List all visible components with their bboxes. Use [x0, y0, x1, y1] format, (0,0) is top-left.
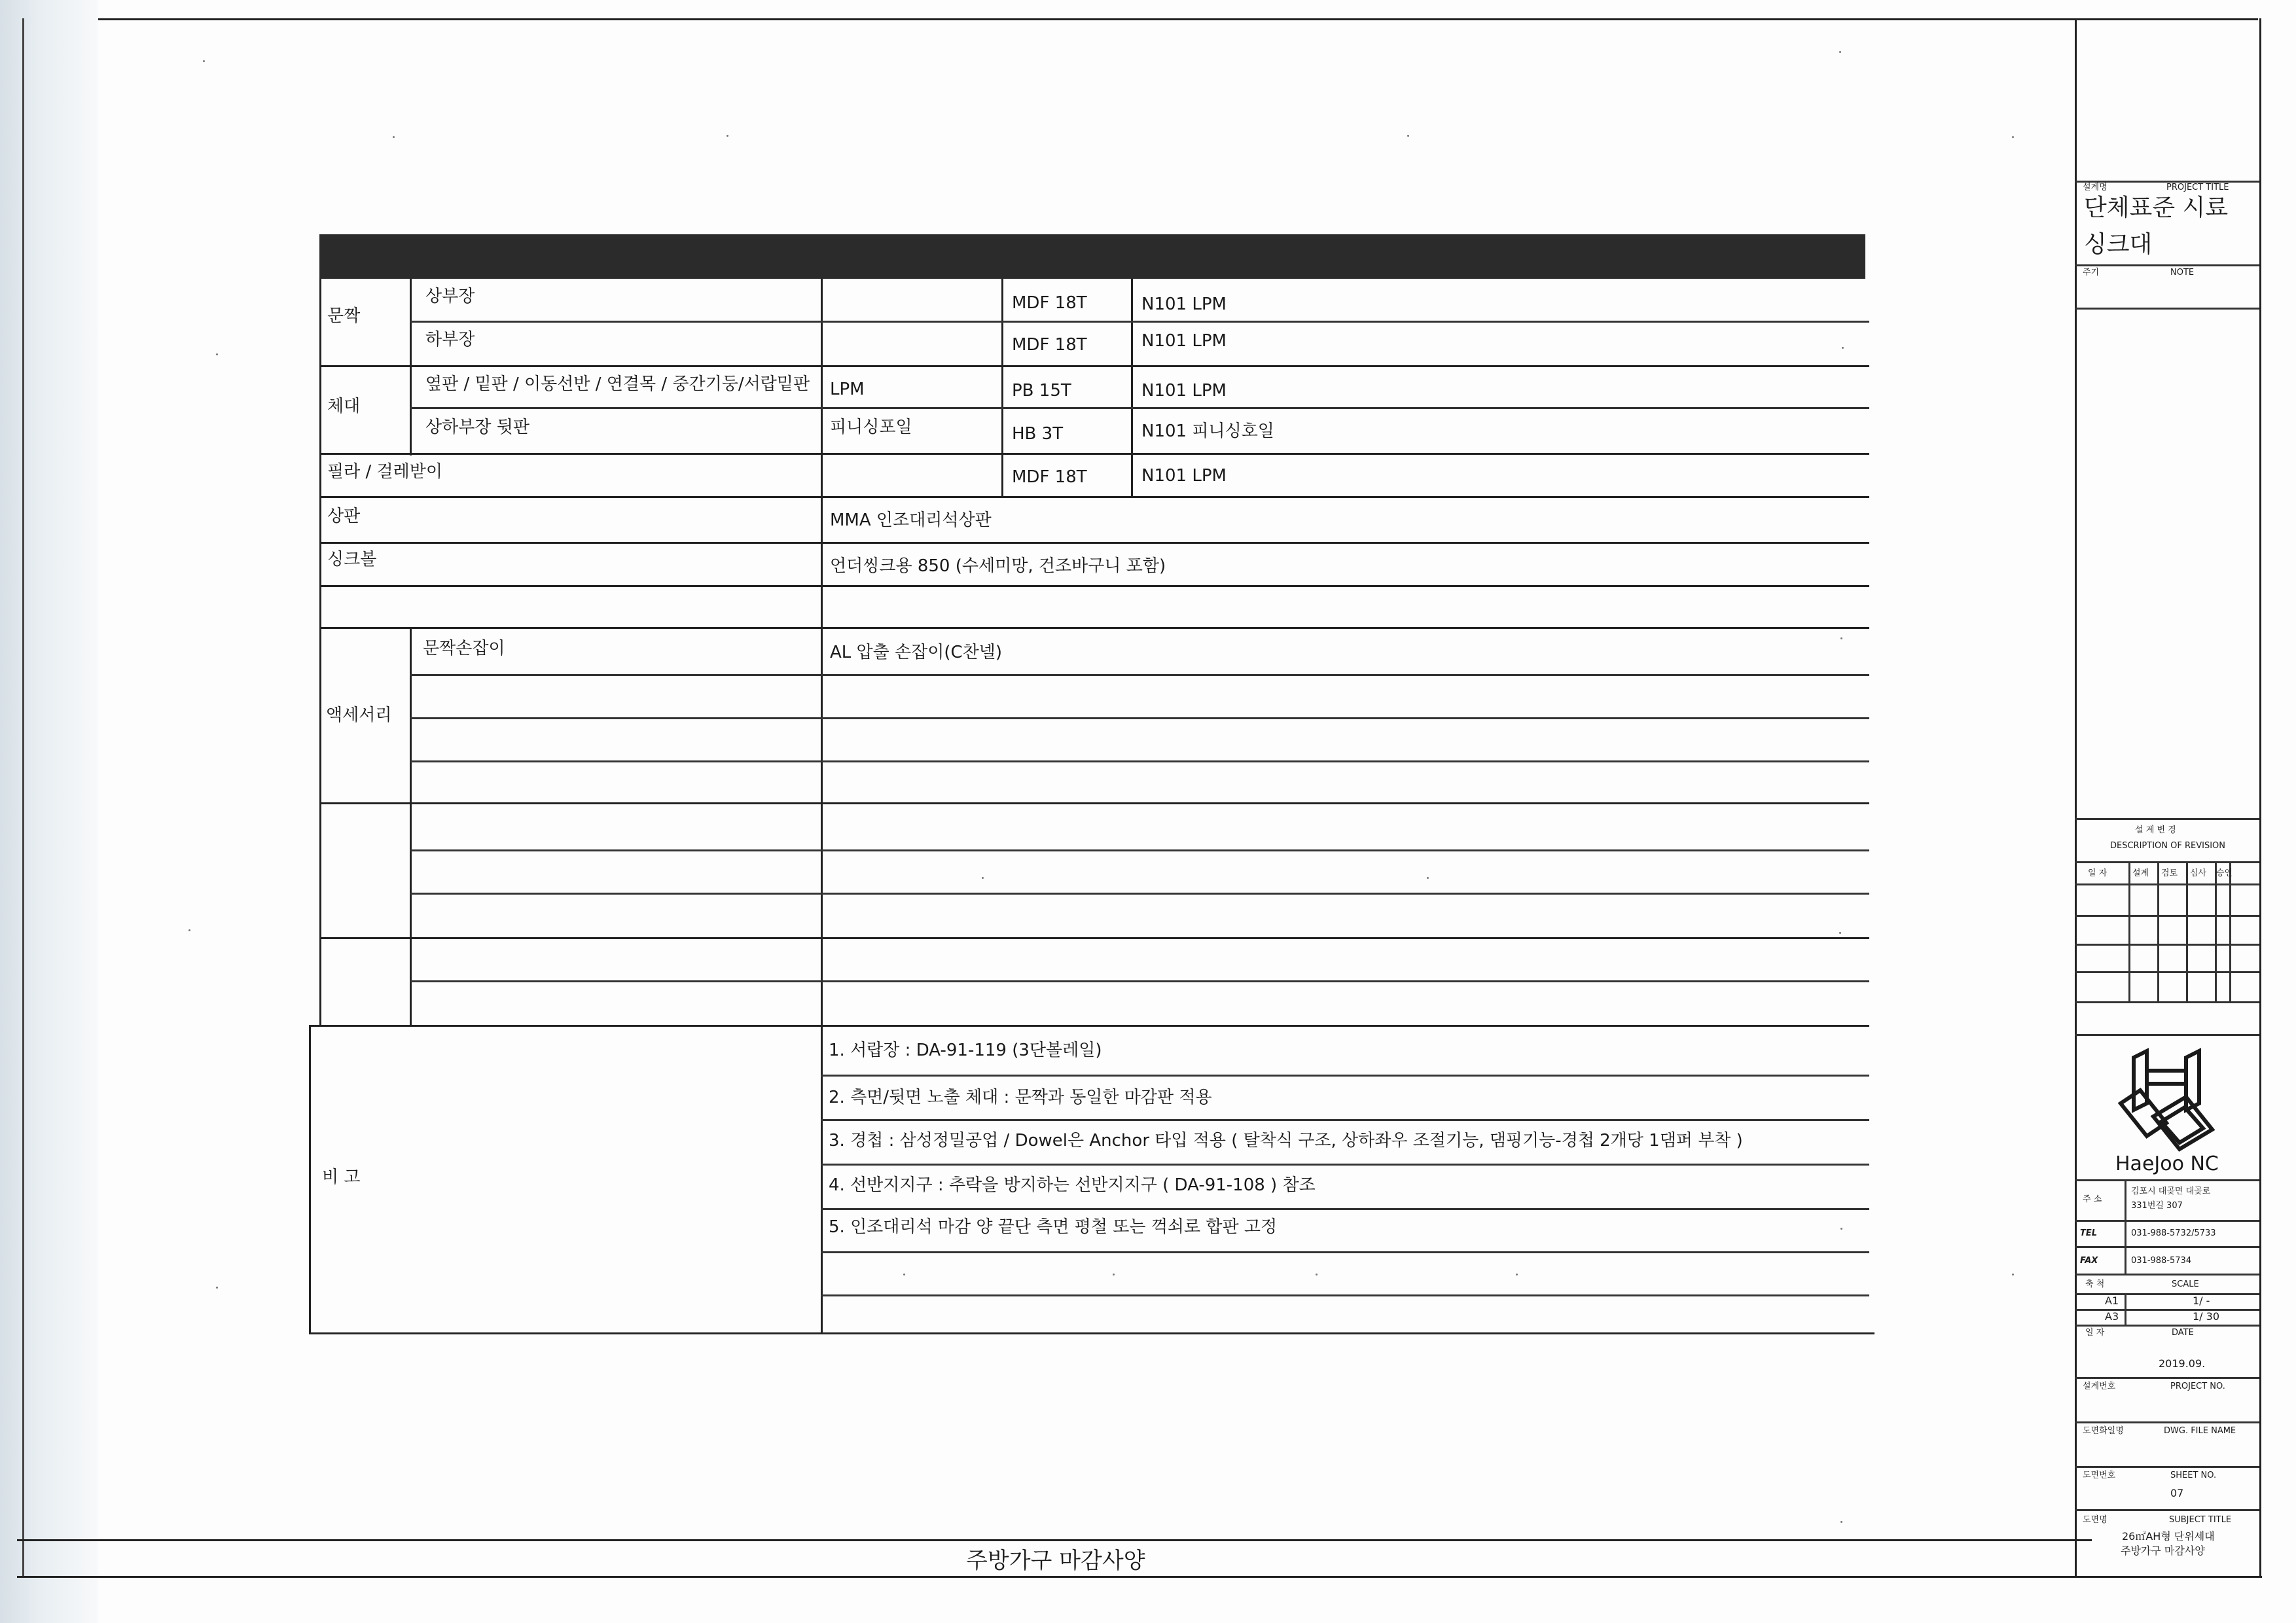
material-body-panels: PB 15T	[1012, 381, 1071, 401]
revision-title: 설 계 변 경	[2135, 825, 2176, 835]
remark-item: 1. 서랍장 : DA-91-119 (3단볼레일)	[829, 1041, 1102, 1060]
subject-line-1: 26㎡AH형 단위세대	[2122, 1530, 2215, 1543]
remarks-label: 비 고	[322, 1168, 361, 1187]
project-label: 설계명	[2083, 183, 2108, 192]
spec-upper-cabinet: N101 LPM	[1141, 294, 1227, 314]
group-door-label: 문짝	[327, 306, 361, 326]
sheet-no-label-en: SHEET NO.	[2170, 1471, 2217, 1480]
date-label: 일 자	[2085, 1328, 2105, 1338]
subject-label-en: SUBJECT TITLE	[2169, 1515, 2232, 1525]
remark-item: 2. 측면/뒷면 노출 체대 : 문짝과 동일한 마감판 적용	[829, 1088, 1212, 1107]
fax-label: FAX	[2080, 1256, 2098, 1266]
value-sink-bowl: 언더씽크용 850 (수세미망, 건조바구니 포함)	[830, 556, 1166, 576]
project-no-label: 설계번호	[2083, 1382, 2116, 1391]
finish-back-panel: 피니싱포일	[830, 418, 912, 437]
remark-item: 4. 선반지지구 : 추락을 방지하는 선반지지구 ( DA-91-108 ) 참조	[829, 1175, 1316, 1195]
subject-label: 도면명	[2083, 1515, 2108, 1525]
material-upper-cabinet: MDF 18T	[1012, 293, 1087, 313]
revision-title-en: DESCRIPTION OF REVISION	[2110, 841, 2225, 851]
item-body-panels: 옆판 / 밑판 / 이동선반 / 연결목 / 중간기둥/서랍밑판	[425, 374, 810, 394]
item-sink-bowl: 싱크볼	[327, 550, 377, 569]
company-name: HaeJoo NC	[2115, 1152, 2219, 1175]
scale-size: A3	[2105, 1310, 2119, 1323]
subject-line-2: 주방가구 마감사양	[2121, 1544, 2205, 1557]
group-body-label: 체대	[327, 397, 361, 416]
scale-value: 1/ 30	[2193, 1310, 2220, 1323]
item-back-panel: 상하부장 뒷판	[425, 418, 529, 437]
item-countertop: 상판	[327, 507, 361, 526]
material-pillar-baseboard: MDF 18T	[1012, 467, 1087, 487]
date-label-en: DATE	[2172, 1328, 2194, 1338]
drawing-title: 주방가구 마감사양	[966, 1548, 1145, 1574]
sheet-no-value: 07	[2170, 1487, 2184, 1499]
revision-header: 심사	[2190, 868, 2207, 878]
project-no-label-en: PROJECT NO.	[2170, 1382, 2225, 1391]
spec-body-panels: N101 LPM	[1141, 381, 1227, 401]
haejoo-logo	[2114, 1044, 2219, 1156]
item-door-handle: 문짝손잡이	[423, 639, 505, 658]
tel-number: 031-988-5732/5733	[2131, 1228, 2216, 1238]
table-header-bar	[319, 234, 1865, 279]
scale-label-en: SCALE	[2172, 1279, 2199, 1289]
tel-label: TEL	[2080, 1228, 2098, 1238]
spec-pillar-baseboard: N101 LPM	[1141, 466, 1227, 486]
revision-header: 승인	[2216, 868, 2233, 878]
note-label-en: NOTE	[2170, 268, 2195, 277]
material-back-panel: HB 3T	[1012, 424, 1064, 444]
revision-header: 검토	[2161, 868, 2178, 878]
item-pillar-baseboard: 필라 / 걸레받이	[327, 462, 442, 482]
sheet-no-label: 도면번호	[2083, 1471, 2116, 1480]
remark-item: 5. 인조대리석 마감 양 끝단 측면 평철 또는 꺽쇠로 합판 고정	[829, 1217, 1278, 1237]
file-name-label-en: DWG. FILE NAME	[2164, 1426, 2236, 1436]
value-door-handle: AL 압출 손잡이(C찬넬)	[830, 643, 1003, 662]
material-lower-cabinet: MDF 18T	[1012, 335, 1087, 355]
address-line-2: 331번길 307	[2131, 1201, 2183, 1211]
scan-edge-shading	[0, 0, 98, 1623]
value-countertop: MMA 인조대리석상판	[830, 510, 992, 530]
project-title-1: 단체표준 시료	[2084, 194, 2229, 221]
address-line-1: 김포시 대곶면 대곶로	[2131, 1186, 2211, 1196]
file-name-label: 도면화일명	[2083, 1426, 2124, 1436]
scale-size: A1	[2105, 1294, 2119, 1307]
project-label-en: PROJECT TITLE	[2166, 183, 2229, 192]
revision-header: 일 자	[2088, 868, 2108, 878]
scale-value: 1/ -	[2193, 1294, 2210, 1307]
remark-item: 3. 경첩 : 삼성정밀공업 / Dowel은 Anchor 타입 적용 ( 탈착식 구조, 상하좌우 조절기능, 댐핑기능-경첩 2개당 1댐퍼 부착 )	[829, 1131, 1743, 1150]
date-value: 2019.09.	[2159, 1357, 2206, 1370]
fax-number: 031-988-5734	[2131, 1256, 2192, 1266]
note-label: 주기	[2083, 268, 2100, 277]
spec-back-panel: N101 피니싱호일	[1141, 421, 1274, 441]
address-label: 주 소	[2083, 1194, 2102, 1204]
item-upper-cabinet: 상부장	[425, 287, 475, 306]
finish-body-panels: LPM	[830, 380, 865, 399]
revision-header: 설계	[2132, 868, 2149, 878]
project-title-2: 싱크대	[2084, 231, 2153, 258]
scale-label: 축 척	[2085, 1279, 2105, 1289]
item-lower-cabinet: 하부장	[425, 330, 475, 349]
spec-lower-cabinet: N101 LPM	[1141, 331, 1227, 351]
group-accessory-label: 액세서리	[326, 705, 392, 725]
